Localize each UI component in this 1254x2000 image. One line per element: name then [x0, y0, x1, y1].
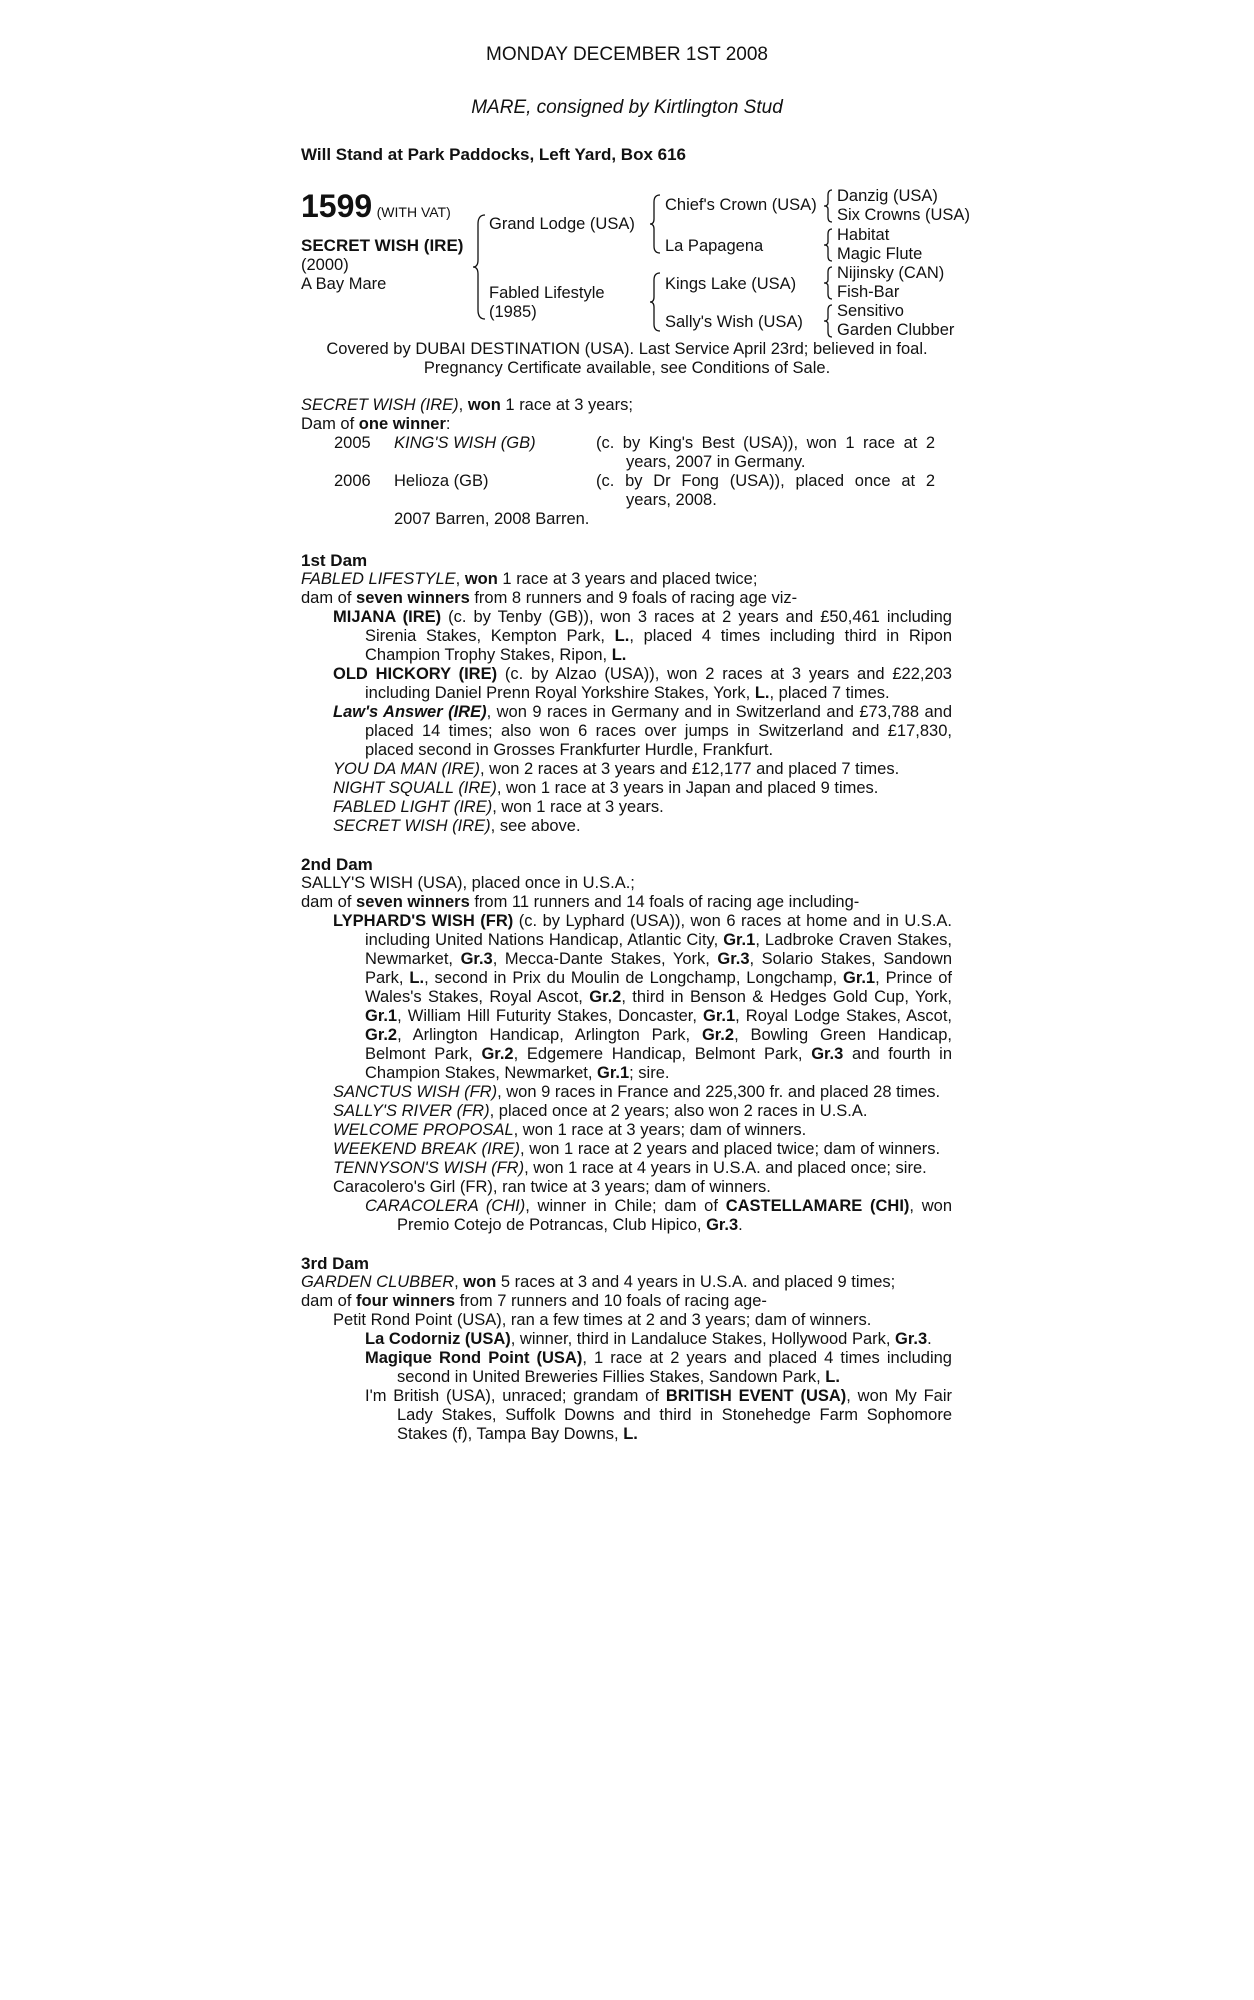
- consignor-line: MARE, consigned by Kirtlington Stud: [471, 97, 783, 118]
- dam3-record-text: 5 races at 3 and 4 years in U.S.A. and placed 9 times;: [496, 1273, 896, 1291]
- group-grade: Gr.2: [365, 1026, 398, 1044]
- lot-number: 1599: [301, 188, 373, 224]
- produce-text: , won 1 race at 3 years in Japan and placed 9 times.: [496, 779, 879, 797]
- produce-secret-wish: [333, 817, 952, 836]
- progeny-detail-text: (c. by King's Best (USA)), won 1 race at 2 years, 2007 in Germany.: [596, 434, 935, 471]
- won-word: won: [467, 396, 501, 414]
- produce-text: I'm British (USA), unraced; grandam of: [365, 1387, 666, 1405]
- dam1-produce-list: [333, 608, 952, 836]
- dam1-record-text: 1 race at 3 years and placed twice;: [497, 570, 758, 588]
- mare-record-text: 1 race at 3 years;: [500, 396, 633, 414]
- dam2-dam-of: [301, 893, 859, 912]
- pedigree-dam-dam: Sally's Wish (USA): [665, 313, 803, 331]
- pedigree-brace-dd: [823, 304, 833, 338]
- produce-mijana: [333, 608, 952, 665]
- produce-text: , Solario Stakes, Sandown Park,: [365, 950, 952, 987]
- produce-text: , William Hill Futurity Stakes, Doncaster,: [397, 1007, 704, 1025]
- group-grade: Gr.1: [843, 969, 876, 987]
- horse-name: MIJANA (IRE): [333, 608, 442, 626]
- colon: :: [445, 415, 451, 433]
- pedigree-ddd: Garden Clubber: [837, 321, 955, 339]
- listed-grade: L.: [623, 1425, 638, 1443]
- pedigree-brace-ds: [823, 266, 833, 300]
- group-grade: Gr.3: [895, 1330, 928, 1348]
- winners-tail: from 8 runners and 9 foals of racing age viz-: [469, 589, 798, 607]
- horse-name: SALLY'S RIVER (FR): [333, 1102, 490, 1120]
- produce-welcome-proposal: [333, 1121, 952, 1140]
- horse-name: WEEKEND BREAK (IRE): [333, 1140, 521, 1158]
- pedigree-dss: Nijinsky (CAN): [837, 264, 945, 282]
- pedigree-sdd: Magic Flute: [837, 245, 923, 263]
- dam3-dam-of: [301, 1292, 767, 1311]
- produce-text: , Bowling Green Handicap, Belmont Park,: [365, 1026, 952, 1063]
- produce-text: , Mecca-Dante Stakes, York,: [492, 950, 718, 968]
- group-grade: Gr.2: [701, 1026, 735, 1044]
- horse-name: LYPHARD'S WISH (FR): [333, 912, 514, 930]
- produce-tennysons-wish: [333, 1159, 952, 1178]
- lot-heading: [301, 188, 451, 225]
- produce-text: , Prince of Wales's Stakes, Royal Ascot,: [365, 969, 952, 1006]
- horse-name: CASTELLAMARE (CHI): [725, 1197, 910, 1215]
- group-grade: Gr.1: [703, 1007, 736, 1025]
- produce-text: , placed 4 times including third in Ripon Champion Trophy Stakes, Ripon,: [365, 627, 953, 664]
- produce-text: , Ladbroke Craven Stakes, Newmarket,: [365, 931, 952, 968]
- produce-text: , won 1 race at 4 years in U.S.A. and placed once; sire.: [524, 1159, 927, 1177]
- pedigree-dam: Fabled Lifestyle: [489, 284, 605, 302]
- dam2-record: SALLY'S WISH (USA), placed once in U.S.A.;: [301, 874, 635, 892]
- horse-name: YOU DA MAN (IRE): [333, 760, 480, 778]
- group-grade: Gr.1: [723, 931, 756, 949]
- produce-old-hickory: [333, 665, 952, 703]
- dam-of-label: dam of: [301, 589, 357, 607]
- produce-caracoleros-girl: Caracolero's Girl (FR), ran twice at 3 years; dam of winners.: [333, 1178, 771, 1196]
- lot-description: A Bay Mare: [301, 275, 387, 293]
- dam3-produce-list: [333, 1311, 952, 1444]
- group-grade: Gr.3: [460, 950, 493, 968]
- produce-text: , see above.: [490, 817, 581, 835]
- section-heading-2nd-dam: 2nd Dam: [301, 855, 373, 874]
- produce-text: , winner in Chile; dam of: [525, 1197, 726, 1215]
- produce-text: , placed once at 2 years; also won 2 races in U.S.A.: [489, 1102, 868, 1120]
- winners-count: four winners: [356, 1292, 456, 1310]
- produce-text: (c. by Alzao (USA)), won 2 races at 3 years and £22,203 including Daniel Prenn Royal Yorkshire Stakes, York,: [365, 665, 952, 702]
- pedigree-sss: Danzig (USA): [837, 187, 938, 205]
- pedigree-sds: Habitat: [837, 226, 890, 244]
- section-heading-1st-dam: 1st Dam: [301, 551, 368, 570]
- horse-name: TENNYSON'S WISH (FR): [333, 1159, 525, 1177]
- produce-text: , won My Fair Lady Stakes, Suffolk Downs and third in Stonehedge Farm Sophomore Stakes (f), Tampa Bay Downs,: [397, 1387, 952, 1443]
- horse-name: SANCTUS WISH (FR): [333, 1083, 498, 1101]
- produce-text: and fourth in Champion Stakes, Newmarket,: [365, 1045, 952, 1082]
- produce-lyphards-wish: [333, 912, 952, 1083]
- listed-grade: L.: [754, 684, 770, 702]
- produce-text: , won 2 races at 3 years and £12,177 and placed 7 times.: [479, 760, 900, 778]
- dam3-name: GARDEN CLUBBER: [301, 1273, 455, 1291]
- pedigree-sire-dam: La Papagena: [665, 237, 764, 255]
- produce-text: , 1 race at 2 years and placed 4 times including second in United Breweries Fillies Stakes, Sandown Park,: [397, 1349, 952, 1386]
- produce-text: ; sire.: [629, 1064, 670, 1082]
- produce-text: , won 9 races in Germany and in Switzerland and £73,788 and placed 14 times; also won 6 races over jumps in Switzerland and £17,830, placed second in Grosses Frankfurter Hurdle, Frankfurt.: [365, 703, 953, 759]
- progeny-name: Helioza (GB): [394, 472, 489, 490]
- horse-name: SECRET WISH (IRE): [333, 817, 491, 835]
- winners-tail: from 7 runners and 10 foals of racing age-: [455, 1292, 767, 1310]
- produce-im-british: [365, 1387, 952, 1444]
- pedigree-brace-sire: [649, 194, 661, 254]
- sale-date: MONDAY DECEMBER 1ST 2008: [486, 44, 768, 65]
- horse-name: OLD HICKORY (IRE): [333, 665, 498, 683]
- horse-name: BRITISH EVENT (USA): [665, 1387, 847, 1405]
- one-winner: one winner: [358, 415, 446, 433]
- listed-grade: L.: [409, 969, 425, 987]
- produce-text: , Arlington Handicap, Arlington Park,: [397, 1026, 702, 1044]
- won-word: won: [463, 1273, 497, 1291]
- period: .: [927, 1330, 932, 1348]
- period: .: [738, 1216, 743, 1234]
- group-grade: Gr.3: [811, 1045, 844, 1063]
- progeny-year: 2006: [334, 472, 371, 490]
- winners-count: seven winners: [356, 893, 470, 911]
- location-line: Will Stand at Park Paddocks, Left Yard, Box 616: [301, 145, 686, 164]
- group-grade: Gr.3: [706, 1216, 739, 1234]
- progeny-detail-text: (c. by Dr Fong (USA)), placed once at 2 years, 2008.: [596, 472, 935, 509]
- group-grade: Gr.1: [597, 1064, 630, 1082]
- dam-of-label: dam of: [301, 893, 357, 911]
- horse-name: CARACOLERA (CHI): [365, 1197, 526, 1215]
- produce-text: (c. by Tenby (GB)), won 3 races at 2 years and £50,461 including Sirenia Stakes, Kempton Park,: [365, 608, 952, 645]
- section-heading-3rd-dam: 3rd Dam: [301, 1254, 370, 1273]
- pregnancy-line: Pregnancy Certificate available, see Conditions of Sale.: [423, 359, 831, 377]
- won-word: won: [464, 570, 498, 588]
- group-grade: Gr.3: [717, 950, 750, 968]
- produce-sallys-river: [333, 1102, 952, 1121]
- produce-text: , won 1 race at 3 years.: [492, 798, 664, 816]
- produce-text: , Royal Lodge Stakes, Ascot,: [735, 1007, 952, 1025]
- produce-night-squall: [333, 779, 952, 798]
- pedigree-sire-sire: Chief's Crown (USA): [665, 196, 817, 214]
- pedigree-dam-sire: Kings Lake (USA): [665, 275, 797, 293]
- pedigree-brace-dam: [649, 272, 661, 332]
- pedigree-ssd: Six Crowns (USA): [837, 206, 970, 224]
- produce-laws-answer: [333, 703, 952, 760]
- mare-record: SECRET WISH (IRE), won 1 race at 3 years;: [301, 396, 633, 414]
- produce-fabled-light: [333, 798, 952, 817]
- group-grade: Gr.1: [365, 1007, 398, 1025]
- lot-name: SECRET WISH (IRE): [301, 236, 464, 255]
- pedigree-brace-main: [472, 214, 486, 320]
- progeny-year: 2005: [334, 434, 371, 452]
- winners-tail: from 11 runners and 14 foals of racing age including-: [469, 893, 860, 911]
- dam3-record: GARDEN CLUBBER, won 5 races at 3 and 4 years in U.S.A. and placed 9 times;: [301, 1273, 896, 1291]
- vat-note: (WITH VAT): [376, 204, 451, 220]
- dam1-record: FABLED LIFESTYLE, won 1 race at 3 years and placed twice;: [301, 570, 758, 588]
- produce-text: , won Premio Cotejo de Potrancas, Club Hipico,: [397, 1197, 952, 1234]
- horse-name: La Codorniz (USA): [365, 1330, 511, 1348]
- lot-year: (2000): [301, 256, 349, 274]
- pedigree-brace-ss: [823, 189, 833, 223]
- produce-sanctus-wish: [333, 1083, 952, 1102]
- produce-text: , second in Prix du Moulin de Longchamp, Longchamp,: [424, 969, 843, 987]
- barren-line: 2007 Barren, 2008 Barren.: [394, 510, 590, 528]
- covered-line: Covered by DUBAI DESTINATION (USA). Last Service April 23rd; believed in foal.: [326, 340, 928, 358]
- group-grade: Gr.2: [481, 1045, 514, 1063]
- mare-name: SECRET WISH (IRE): [301, 396, 459, 414]
- produce-text: , won 1 race at 3 years; dam of winners.: [513, 1121, 807, 1139]
- group-grade: Gr.2: [589, 988, 622, 1006]
- horse-name: WELCOME PROPOSAL: [333, 1121, 514, 1139]
- produce-text: , third in Benson & Hedges Gold Cup, York,: [621, 988, 952, 1006]
- dam2-produce-list: [333, 912, 952, 1235]
- dam1-dam-of: [301, 589, 797, 608]
- horse-name: NIGHT SQUALL (IRE): [333, 779, 497, 797]
- produce-you-da-man: [333, 760, 952, 779]
- produce-text: , Edgemere Handicap, Belmont Park,: [513, 1045, 812, 1063]
- mare-dam-of: [301, 415, 450, 434]
- produce-caracolera: [365, 1197, 952, 1235]
- produce-weekend-break: [333, 1140, 952, 1159]
- produce-magique-rond-point: [365, 1349, 952, 1387]
- dam-of-label: Dam of: [301, 415, 359, 433]
- listed-grade: L.: [614, 627, 630, 645]
- pedigree-dds: Sensitivo: [837, 302, 904, 320]
- produce-text: , winner, third in Landaluce Stakes, Hollywood Park,: [510, 1330, 896, 1348]
- pedigree-dsd: Fish-Bar: [837, 283, 900, 301]
- progeny-detail: [596, 472, 935, 510]
- pedigree-sire: Grand Lodge (USA): [489, 215, 635, 233]
- horse-name: FABLED LIGHT (IRE): [333, 798, 493, 816]
- dam1-name: FABLED LIFESTYLE: [301, 570, 456, 588]
- produce-petit-rond-point: Petit Rond Point (USA), ran a few times at 2 and 3 years; dam of winners.: [333, 1311, 872, 1329]
- produce-text: , won 9 races in France and 225,300 fr. and placed 28 times.: [497, 1083, 941, 1101]
- progeny-name: KING'S WISH (GB): [394, 434, 536, 452]
- produce-la-codorniz: [365, 1330, 952, 1349]
- listed-grade: L.: [825, 1368, 840, 1386]
- produce-text: , placed 7 times.: [769, 684, 890, 702]
- listed-grade: L.: [611, 646, 627, 664]
- winners-count: seven winners: [356, 589, 470, 607]
- produce-text: (c. by Lyphard (USA)), won 6 races at home and in U.S.A. including United Nations Handicap, Atlantic City,: [365, 912, 952, 949]
- progeny-detail: [596, 434, 935, 472]
- horse-name: Law's Answer (IRE): [333, 703, 487, 721]
- produce-text: , won 1 race at 2 years and placed twice; dam of winners.: [520, 1140, 941, 1158]
- horse-name: Magique Rond Point (USA): [365, 1349, 583, 1367]
- dam-of-label: dam of: [301, 1292, 357, 1310]
- pedigree-dam-year: (1985): [489, 303, 537, 321]
- pedigree-brace-sd: [823, 228, 833, 262]
